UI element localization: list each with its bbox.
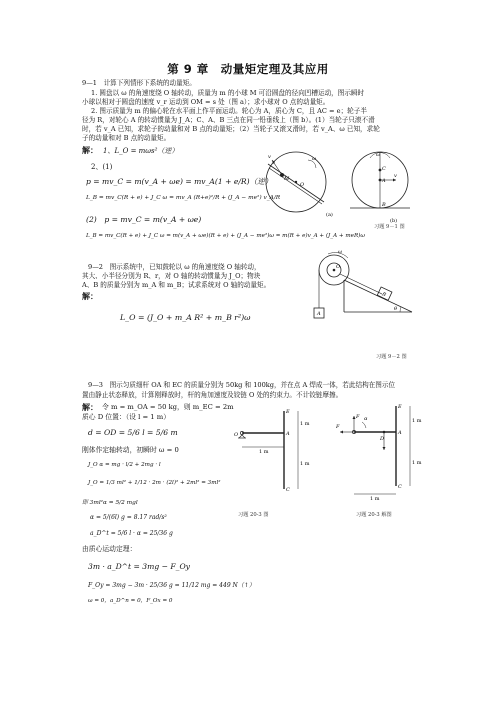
svg-text:A: A: [317, 311, 321, 317]
p91-sol2: 2、(1): [91, 163, 113, 171]
p91-q2-line3: 时，若 v_A 已知，求轮子的动量和对 B 点的动量矩；（2）当轮子又滚又滑时，若 v_A、ω 已知，求轮: [82, 125, 380, 133]
svg-text:O: O: [336, 264, 341, 270]
p93-eq-newton: 3m · a_D^t = 3mg − F_Oy: [88, 562, 190, 571]
figure-20-3: [226, 405, 318, 515]
chapter-title: 第 9 章 动量矩定理及其应用: [167, 62, 329, 76]
svg-text:θ: θ: [394, 306, 398, 312]
svg-text:A: A: [398, 430, 402, 436]
p92-line2: 其大、小半径分别为 R、r，对 O 轴的转动惯量为 J_O；物块: [82, 272, 261, 280]
svg-text:α: α: [364, 416, 368, 422]
svg-text:1 m: 1 m: [370, 496, 380, 502]
p93-line2: 置由静止状态释放，计算刚释放时，杆的角加速度及铰链 O 处的约束力。不计铰链摩擦。: [82, 391, 343, 399]
svg-text:E: E: [286, 409, 290, 415]
svg-text:B: B: [380, 291, 387, 299]
svg-text:B: B: [382, 202, 386, 208]
svg-text:v: v: [268, 154, 271, 160]
svg-text:1 m: 1 m: [300, 421, 310, 427]
p93-solution-label: 解：: [82, 403, 98, 412]
figure-9-2-caption: 习题 9－2 图: [376, 354, 407, 360]
figure-20-3-solution: [336, 398, 428, 514]
p93-line1: 9—3 图示匀质细杆 OA 和 EC 的质量分别为 50kg 和 100kg，并在点 A 焊成一体，若此结构在图示位: [88, 381, 396, 389]
p93-eq-at: a_D^t = 5/6 l · α = 25/36 g: [90, 530, 173, 537]
svg-text:F: F: [336, 424, 340, 430]
p91-q2-line1: 2. 图示质量为 m 的偏心轮在水平面上作平面运动。轮心为 A，质心为 C，且 AC = e；轮子半: [91, 107, 367, 115]
svg-text:F: F: [356, 414, 360, 420]
p93-intro: 令 m = m_OA = 50 kg，则 m_EC = 2m: [102, 403, 234, 411]
p92-eq: L_O = (J_O + m_A R² + m_B r²)ω: [120, 313, 251, 322]
p91-q1-line1: 1. 圆盘以 ω 的角速度绕 O 轴转动，质量为 m 的小球 M 可沿圆盘的径向凹槽运动，图示瞬时: [91, 89, 365, 97]
p93-eq-d: d = OD = 5/6 l = 5/6 m: [88, 428, 178, 437]
p91-q2-line4: 子的动量和对 B 点的动量矩。: [82, 134, 171, 142]
p93-eq-F: F_Oy = 3mg − 3m · 25/36 g = 11/12 mg = 449 N（↑）: [88, 582, 255, 589]
p93-ie: 即 3ml²α = 5/2 mgl: [82, 500, 138, 506]
p92-line3: A、B 的质量分别为 m_A 和 m_B；试求系统对 O 轴的动量矩。: [82, 281, 271, 289]
p93-eq-zero: ω = 0，a_D^n = 0，F_Ox = 0: [88, 598, 173, 604]
p92-line1: 9—2 图示系统中，已知鼓轮以 ω 的角速度绕 O 轴转动，: [88, 263, 261, 271]
figure-9-1-b-label: (b): [390, 218, 398, 224]
figure-9-2: [304, 248, 414, 348]
svg-text:D: D: [380, 436, 385, 442]
svg-text:1 m: 1 m: [412, 460, 422, 466]
p91-eq-p1: p = mv_C = m(v_A + ωe) = mv_A(1 + e/R)（逆）: [86, 177, 273, 186]
figure-9-1-caption: 习题 9－1 图: [374, 224, 405, 230]
svg-text:A: A: [382, 178, 386, 184]
p91-eq-p2: (2) p = mv_C = m(v_A + ωe): [86, 215, 202, 224]
p93-eq-alpha: α = 5/(6l) g = 8.17 rad/s²: [90, 514, 167, 521]
svg-text:C: C: [398, 484, 402, 490]
svg-text:O: O: [234, 432, 239, 438]
svg-text:E: E: [398, 404, 402, 410]
p93-eq-JOa: J_O α = mg · l/2 + 2mg · l: [88, 462, 161, 468]
p91-eq-L1: L_B = mv_C(R + e) + J_C ω = mv_A (R+e)²/R + (J_A − me²) v_A/R: [86, 195, 281, 201]
p91-header: 9—1 计算下列情形下系统的动量矩。: [82, 79, 196, 87]
svg-text:C: C: [382, 166, 386, 172]
figure-20-3-dim: 1 m: [259, 449, 269, 455]
p91-eq-L2: L_B = mv_C(R + e) + J_C ω = m(v_A + ωe)(R + e) + (J_A − me²)ω = m(R + e)v_A + (J_A + meR)ω: [86, 233, 365, 239]
p92-solution-label: 解：: [82, 292, 98, 301]
svg-text:ω: ω: [338, 249, 343, 255]
svg-text:M: M: [284, 176, 290, 182]
svg-text:1 m: 1 m: [412, 418, 422, 424]
svg-text:O: O: [300, 182, 305, 188]
figure-20-3-solution-caption: 习题 20-3 解图: [356, 512, 392, 518]
p91-q1-line2: 小球以相对于圆盘的速度 v_r 运动到 OM = s 处（图 a）；求小球对 O 点的动量矩。: [82, 98, 330, 106]
figure-9-1: [262, 142, 412, 232]
p91-sol1: 1、L_O = mωs²（逆）: [103, 147, 179, 155]
p91-q2-line2: 径为 R，对轮心 A 的转动惯量为 J_A；C、A、B 三点在同一铅垂线上（图 b）。(1）当轮子只滚不滑: [82, 116, 375, 124]
svg-text:C: C: [286, 487, 290, 493]
figure-9-1-a-label: (a): [326, 212, 333, 218]
svg-text:ω: ω: [312, 156, 317, 162]
figure-20-3-caption: 习题 20-3 图: [238, 512, 269, 518]
svg-text:ω: ω: [376, 152, 381, 158]
p93-rigid: 刚体作定轴转动，初瞬时 ω = 0: [82, 446, 179, 454]
p93-com: 由质心运动定理：: [82, 545, 137, 553]
p93-eq-JO: J_O = 1/3 ml² + 1/12 · 2m · (2l)² + 2ml² = 3ml²: [88, 480, 221, 486]
svg-text:v: v: [394, 173, 397, 179]
p93-centroid: 质心 D 位置：（设 l = 1 m）: [82, 413, 171, 421]
p91-solution-label: 解：: [82, 146, 98, 155]
svg-text:1 m: 1 m: [300, 461, 310, 467]
svg-text:A: A: [286, 431, 290, 437]
